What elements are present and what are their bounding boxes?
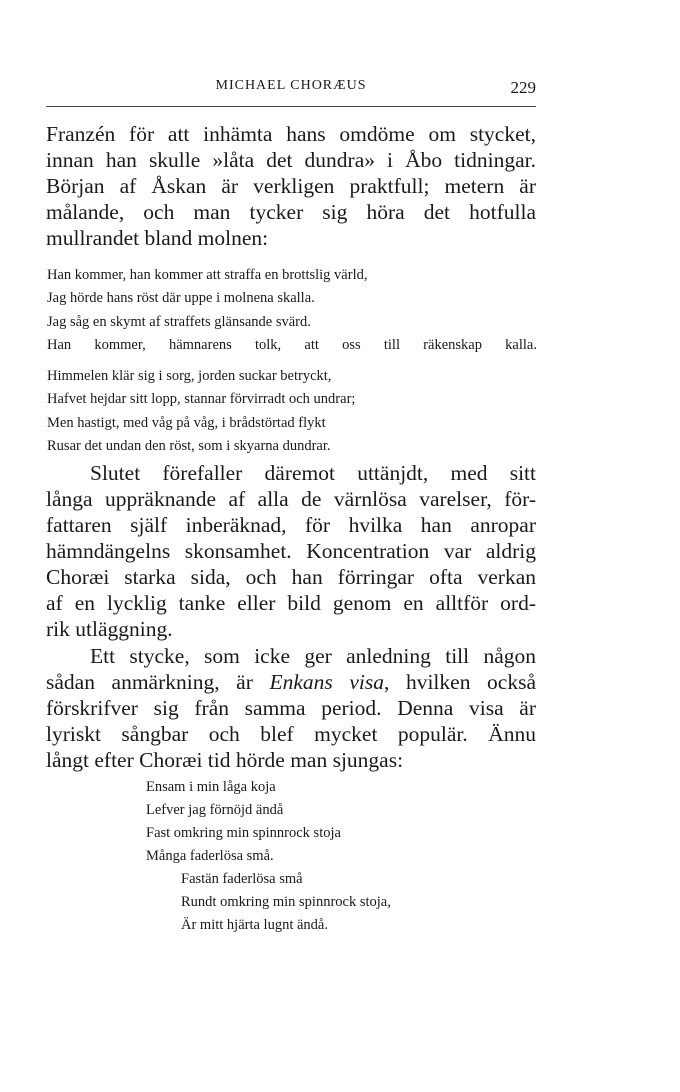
text-line: långa uppräknande af alla de värnlösa varelser, för- <box>46 487 536 511</box>
song-line: Är mitt hjärta lugnt ändå. <box>181 917 328 933</box>
paragraph-1 <box>46 121 536 251</box>
text-line: rik utläggning. <box>46 617 173 641</box>
text-line <box>46 669 536 695</box>
text-line: målande, och man tycker sig höra det hotfulla <box>46 200 536 224</box>
text-line: innan han skulle »låta det dundra» i Åbo tidningar. <box>46 148 536 172</box>
text-line: Choræi starka sida, och han förringar ofta verkan <box>46 565 536 589</box>
text-line: Början af Åskan är verkligen praktfull; metern är <box>46 174 536 198</box>
verse-stanza-1 <box>47 264 537 357</box>
text-line: af en lycklig tanke eller bild genom en alltför ord- <box>46 591 536 615</box>
song-line: Fastän faderlösa små <box>181 871 303 887</box>
verse-line: Jag såg en skymt af straffets glänsande svärd. <box>47 313 311 330</box>
text-line: förskrifver sig från samma period. Denna visa är <box>46 696 536 720</box>
poem-title: Enkans visa <box>269 670 384 694</box>
song-line: Många faderlösa små. <box>146 848 274 864</box>
running-title: MICHAEL CHORÆUS <box>215 78 367 93</box>
verse-line: Hafvet hejdar sitt lopp, stannar förvirradt och undrar; <box>47 391 356 408</box>
verse-line: Han kommer, hämnarens tolk, att oss till räkenskap kalla. <box>47 336 537 353</box>
song-line: Lefver jag förnöjd ändå <box>146 802 284 818</box>
text-line: Slutet förefaller däremot uttänjdt, med sitt <box>90 461 536 485</box>
song-line: Fast omkring min spinnrock stoja <box>146 825 341 841</box>
verse-line: Han kommer, han kommer att straffa en brottslig värld, <box>47 267 368 283</box>
song-verse <box>146 776 391 937</box>
verse-line: Jag hörde hans röst där uppe i molnena skalla. <box>47 290 315 307</box>
text-line: Ett stycke, som icke ger anledning till någon <box>90 644 536 668</box>
song-line: Rundt omkring min spinnrock stoja, <box>181 894 391 910</box>
text-line: lyriskt sångbar och blef mycket populär. Ännu <box>46 722 536 746</box>
text-line: fattaren själf inberäknad, för hvilka han anropar <box>46 513 536 537</box>
page-number: 229 <box>510 78 536 97</box>
text-fragment: , hvilken också <box>384 670 536 694</box>
song-line: Ensam i min låga koja <box>146 779 276 795</box>
paragraph-2 <box>46 460 536 642</box>
running-header <box>46 78 536 100</box>
header-rule <box>46 106 536 107</box>
text-line: Franzén för att inhämta hans omdöme om stycket, <box>46 122 536 146</box>
verse-line: Himmelen klär sig i sorg, jorden suckar betryckt, <box>47 368 332 384</box>
text-line: mullrandet bland molnen: <box>46 226 269 250</box>
text-line: hämndängelns skonsamhet. Koncentration var aldrig <box>46 539 536 563</box>
verse-line: Rusar det undan den röst, som i skyarna dundrar. <box>47 437 331 454</box>
text-fragment: sådan anmärkning, är <box>46 670 270 694</box>
paragraph-3 <box>46 643 536 773</box>
verse-line: Men hastigt, med våg på våg, i brådstörtad flykt <box>47 414 326 431</box>
verse-stanza-2 <box>47 365 537 458</box>
text-line: långt efter Choræi tid hörde man sjungas: <box>46 748 404 772</box>
